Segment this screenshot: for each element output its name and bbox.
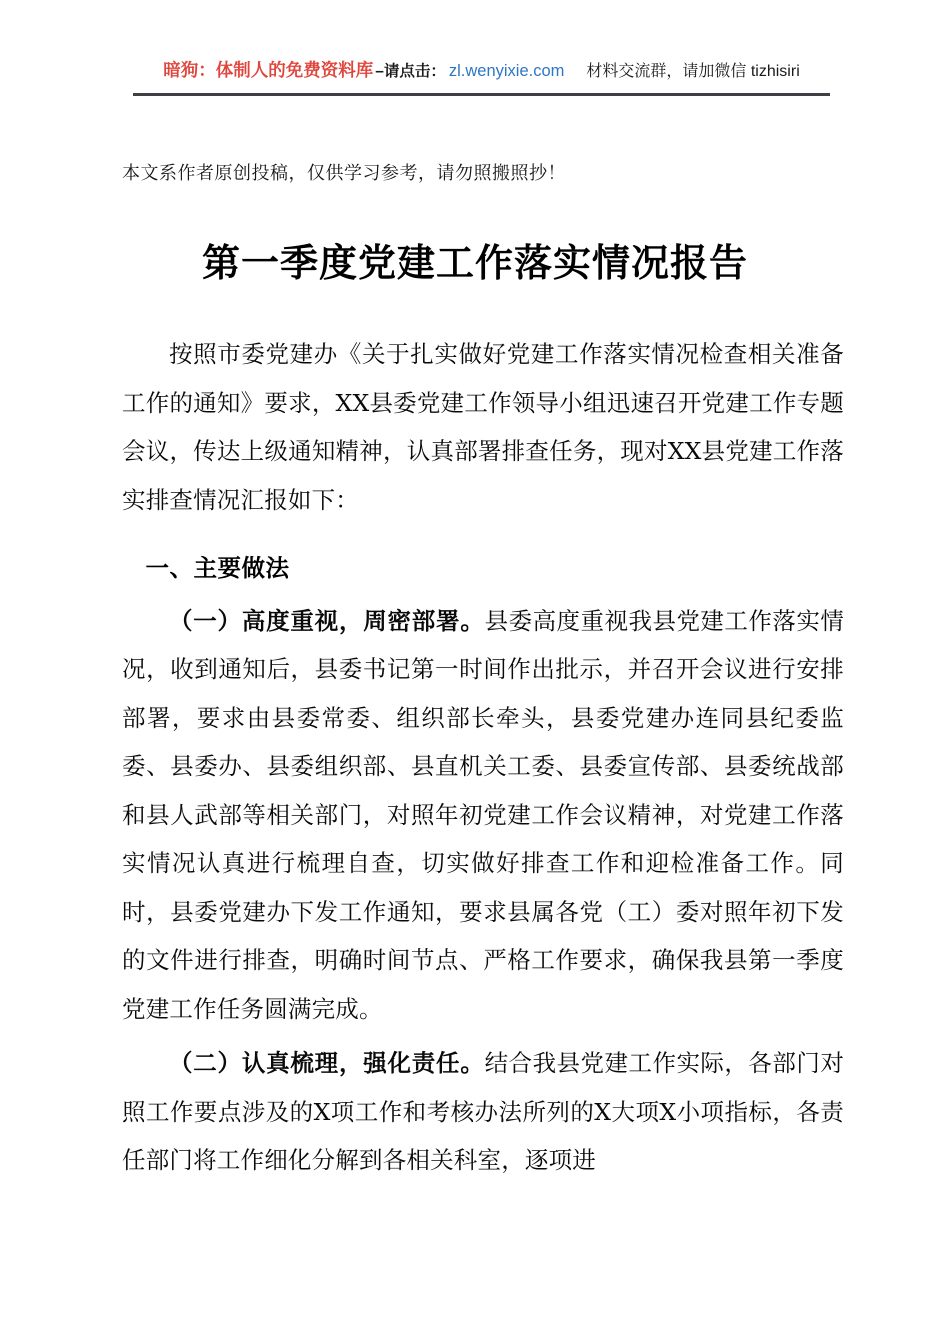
promo-click-prompt: –请点击： [375, 63, 446, 80]
promo-header-divider [133, 93, 830, 96]
item-2-body-text: 结合我县党建工作实际，各部门对照工作要点涉及的X项工作和考核办法所列的X大项X小项指标，各责任部门将工作细化分解到各相关科室，逐项进 [122, 1049, 845, 1174]
document-body [122, 330, 844, 1191]
item-1-lead-in: （一）高度重视，周密部署。 [169, 606, 485, 635]
paragraph-item-1 [122, 597, 844, 1034]
promo-header-banner [133, 58, 830, 98]
paragraph-item-2 [122, 1039, 844, 1185]
item-1-body-text: 县委高度重视我县党建工作落实情况，收到通知后，县委书记第一时间作出批示，并召开会议进行安排部署，要求由县委常委、组织部长牵头，县委党建办连同县纪委监委、县委办、县委组织部、县直机关工委、县委宣传部、县委统战部和县人武部等相关部门，对照年初党建工作会议精神，对党建工作落实情况认真进行梳理自查，切实做好排查工作和迎检准备工作。同时，县委党建办下发工作通知，要求县属各党（工）委对照年初下发的文件进行排查，明确时间节点、严格工作要求，确保我县第一季度党建工作任务圆满完成。 [122, 606, 845, 1023]
original-work-notice: 本文系作者原创投稿，仅供学习参考，请勿照搬照抄！ [122, 163, 566, 184]
document-title: 第一季度党建工作落实情况报告 [201, 240, 748, 286]
promo-site-link[interactable]: zl.wenyixie.com [448, 62, 565, 80]
spacer [122, 530, 844, 534]
promo-brand-text: 暗狗：体制人的免费资料库 [163, 60, 374, 80]
promo-header-line [133, 58, 830, 84]
promo-wechat-text: 材料交流群，请加微信 tizhisiri [586, 63, 800, 80]
paragraph-intro: 按照市委党建办《关于扎实做好党建工作落实情况检查相关准备工作的通知》要求，XX县委党建工作领导小组迅速召开党建工作专题会议，传达上级通知精神，认真部署排查任务，现对XX县党建工作落实排查情况汇报如下： [122, 340, 844, 514]
item-2-lead-in: （二）认真梳理，强化责任。 [169, 1049, 485, 1077]
section-heading-1: 一、主要做法 [145, 555, 290, 581]
